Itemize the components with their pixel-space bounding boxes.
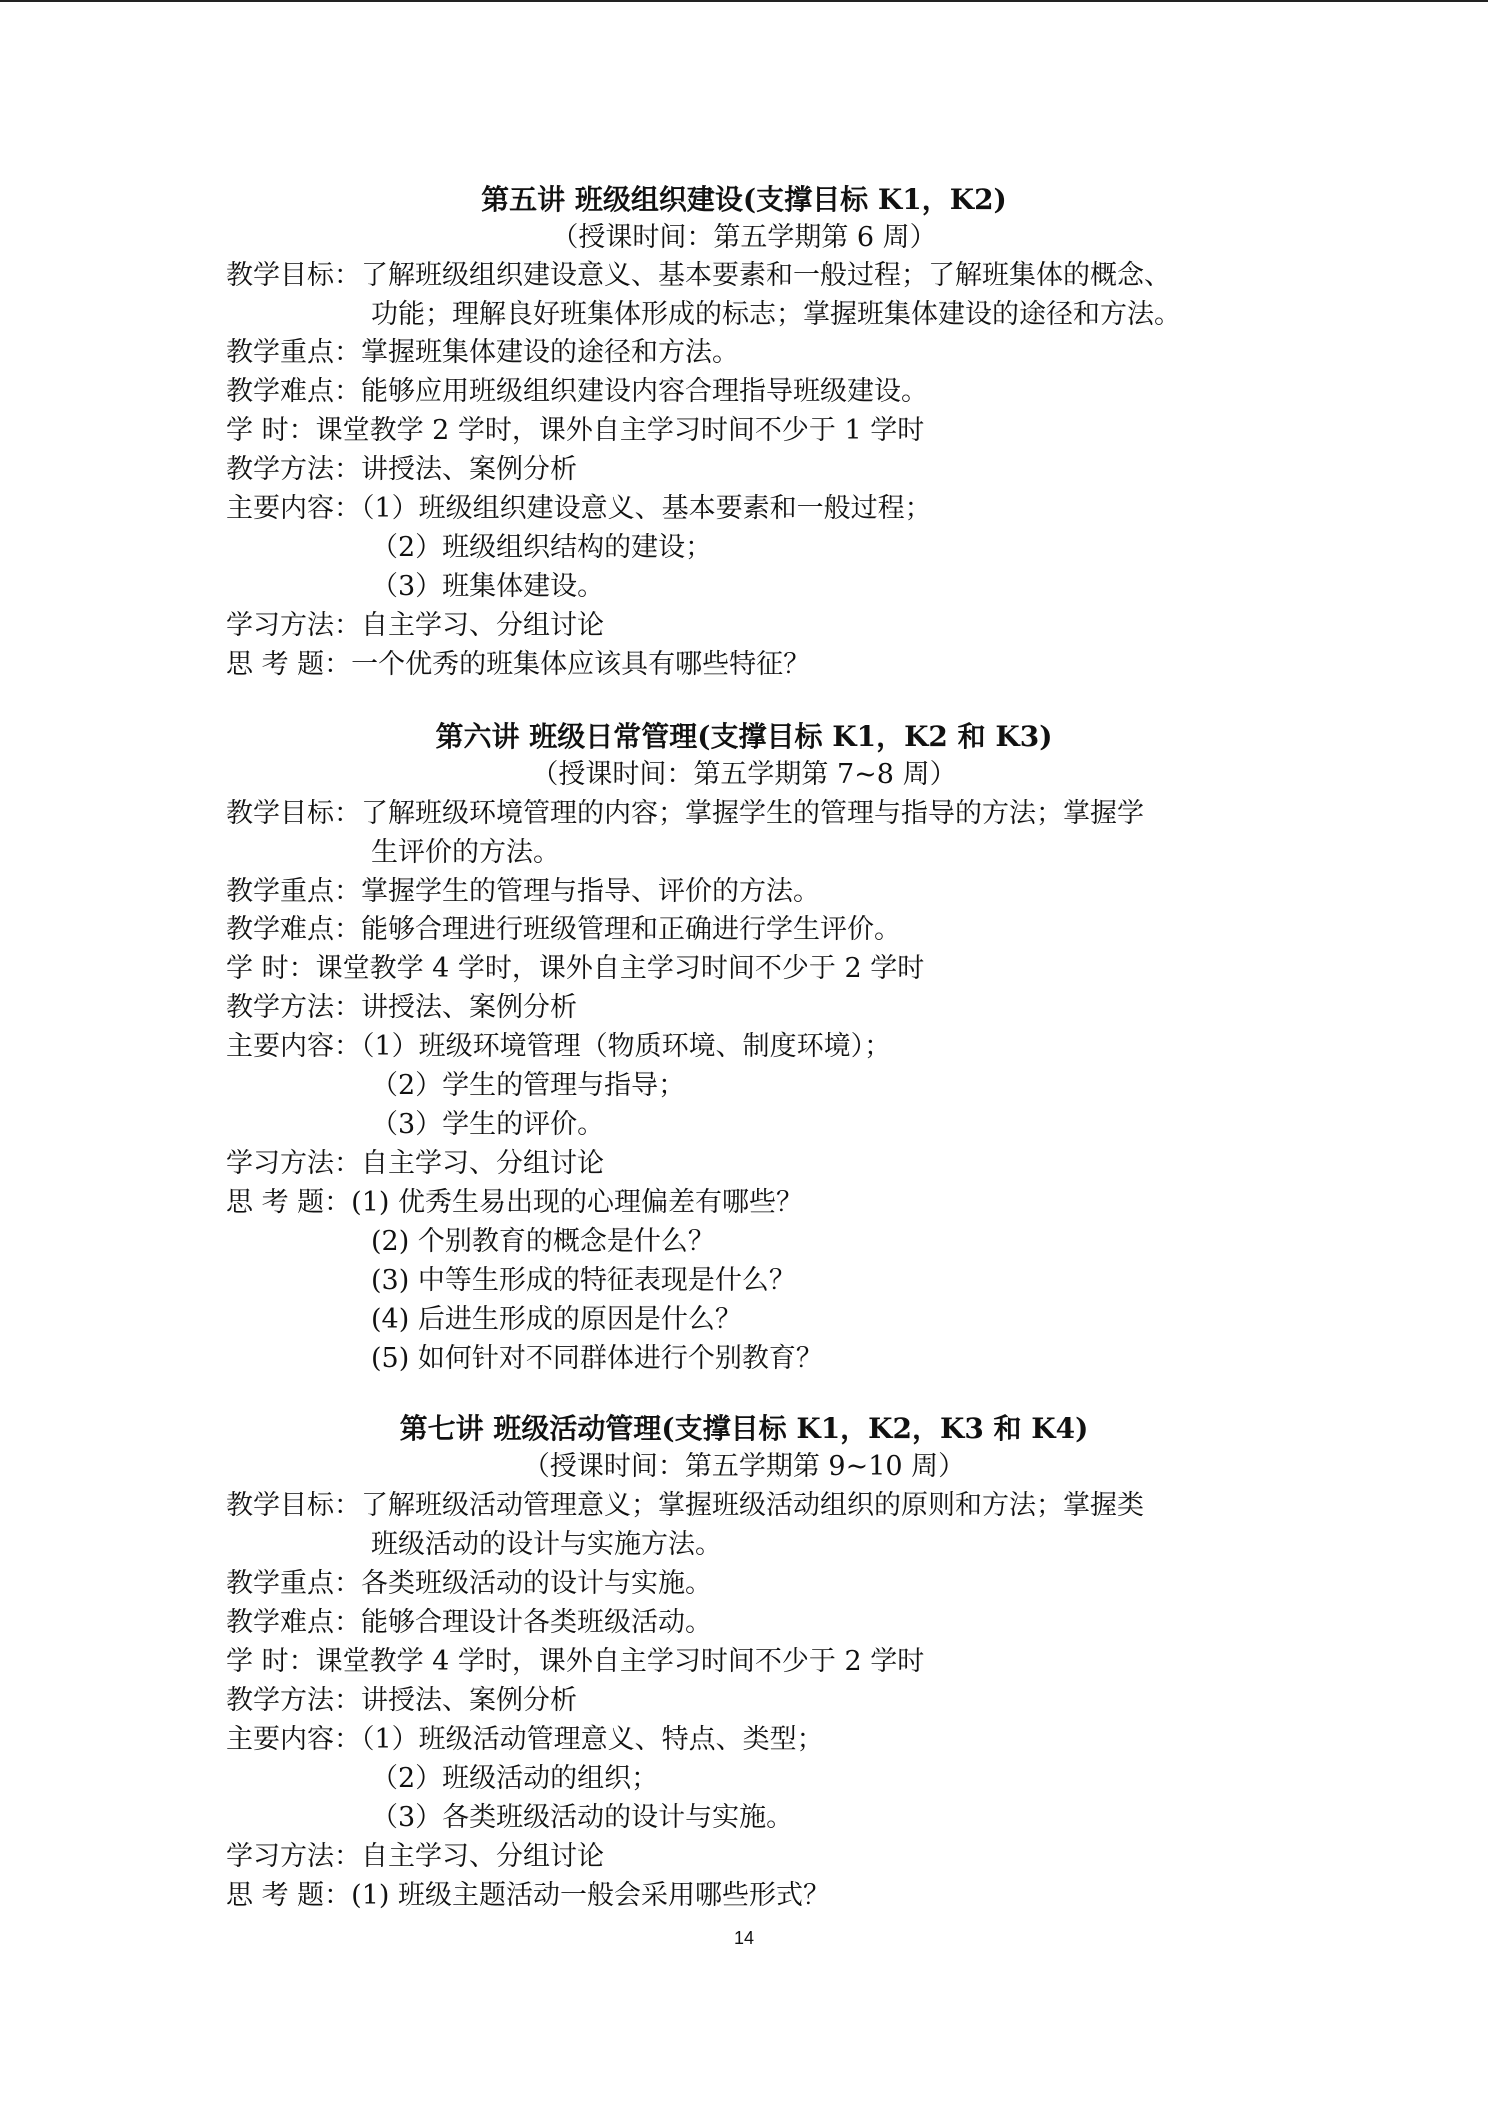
question-item: (1) 优秀生易出现的心理偏差有哪些？ xyxy=(351,1187,803,1218)
content-label: 主要内容： xyxy=(226,1724,361,1755)
lecture-7-goal-cont: 班级活动的设计与实施方法。 xyxy=(371,1529,722,1560)
lecture-5-study: 学习方法：自主学习、分组讨论 xyxy=(226,610,604,641)
lecture-6-schedule: （授课时间：第五学期第 7~8 周） xyxy=(531,759,957,790)
lecture-7-focus: 教学重点：各类班级活动的设计与实施。 xyxy=(226,1568,712,1599)
lecture-6-question-2: (2) 个别教育的概念是什么？ xyxy=(371,1226,715,1257)
lecture-6-content xyxy=(226,1028,891,1066)
lecture-5-title: 第五讲 班级组织建设(支撑目标 K1，K2) xyxy=(481,183,1007,216)
lecture-5-goal-cont: 功能；理解良好班集体形成的标志；掌握班集体建设的途径和方法。 xyxy=(371,299,1181,330)
lecture-5-hours: 学 时：课堂教学 2 学时，课外自主学习时间不少于 1 学时 xyxy=(226,415,925,446)
goal-label: 教学目标： xyxy=(226,798,361,829)
lecture-7-title: 第七讲 班级活动管理(支撑目标 K1，K2，K3 和 K4) xyxy=(399,1412,1089,1445)
lecture-7-content-item-2: （2）班级活动的组织； xyxy=(371,1763,659,1794)
question-item: (1) 班级主题活动一般会采用哪些形式？ xyxy=(351,1880,830,1911)
goal-label: 教学目标： xyxy=(226,1490,361,1521)
lecture-7-content xyxy=(226,1721,824,1759)
questions-label: 思 考 题： xyxy=(226,1187,352,1218)
lecture-6-question-4: (4) 后进生形成的原因是什么？ xyxy=(371,1304,742,1335)
lecture-7-questions xyxy=(226,1877,830,1915)
lecture-6-study: 学习方法：自主学习、分组讨论 xyxy=(226,1148,604,1179)
lecture-7-content-item-3: （3）各类班级活动的设计与实施。 xyxy=(371,1802,794,1833)
lecture-5-difficulty: 教学难点：能够应用班级组织建设内容合理指导班级建设。 xyxy=(226,376,928,407)
lecture-6-content-item-3: （3）学生的评价。 xyxy=(371,1109,605,1140)
lecture-5-goal xyxy=(226,257,1171,295)
lecture-5-schedule: （授课时间：第五学期第 6 周） xyxy=(551,222,937,253)
question-item: 一个优秀的班集体应该具有哪些特征？ xyxy=(351,649,811,680)
content-item: （1）班级组织建设意义、基本要素和一般过程； xyxy=(361,493,932,524)
lecture-7-schedule: （授课时间：第五学期第 9~10 周） xyxy=(522,1451,966,1482)
lecture-6-question-3: (3) 中等生形成的特征表现是什么？ xyxy=(371,1265,796,1296)
lecture-5-focus: 教学重点：掌握班集体建设的途径和方法。 xyxy=(226,337,739,368)
lecture-5-content xyxy=(226,490,932,528)
goal-text: 了解班级环境管理的内容；掌握学生的管理与指导的方法；掌握学 xyxy=(361,798,1144,829)
lecture-6-questions xyxy=(226,1184,803,1222)
lecture-5-content-item-3: （3）班集体建设。 xyxy=(371,571,605,602)
lecture-7-study: 学习方法：自主学习、分组讨论 xyxy=(226,1841,604,1872)
lecture-6-title: 第六讲 班级日常管理(支撑目标 K1，K2 和 K3) xyxy=(435,720,1053,753)
questions-label: 思 考 题： xyxy=(226,1880,352,1911)
lecture-6-question-5: (5) 如何针对不同群体进行个别教育？ xyxy=(371,1343,823,1374)
lecture-7-goal xyxy=(226,1487,1144,1525)
lecture-7-method: 教学方法：讲授法、案例分析 xyxy=(226,1685,577,1716)
content-item: （1）班级环境管理（物质环境、制度环境）； xyxy=(361,1031,892,1062)
content-item: （1）班级活动管理意义、特点、类型； xyxy=(361,1724,824,1755)
lecture-5-questions xyxy=(226,646,810,684)
lecture-5-method: 教学方法：讲授法、案例分析 xyxy=(226,454,577,485)
lecture-6-method: 教学方法：讲授法、案例分析 xyxy=(226,992,577,1023)
lecture-7-hours: 学 时：课堂教学 4 学时，课外自主学习时间不少于 2 学时 xyxy=(226,1646,925,1677)
lecture-7-difficulty: 教学难点：能够合理设计各类班级活动。 xyxy=(226,1607,712,1638)
lecture-6-content-item-2: （2）学生的管理与指导； xyxy=(371,1070,686,1101)
lecture-6-goal-cont: 生评价的方法。 xyxy=(371,837,560,868)
lecture-6-focus: 教学重点：掌握学生的管理与指导、评价的方法。 xyxy=(226,876,820,907)
goal-label: 教学目标： xyxy=(226,260,361,291)
lecture-6-difficulty: 教学难点：能够合理进行班级管理和正确进行学生评价。 xyxy=(226,914,901,945)
content-label: 主要内容： xyxy=(226,493,361,524)
goal-text: 了解班级活动管理意义；掌握班级活动组织的原则和方法；掌握类 xyxy=(361,1490,1144,1521)
lecture-6-goal xyxy=(226,795,1144,833)
goal-text: 了解班级组织建设意义、基本要素和一般过程；了解班集体的概念、 xyxy=(361,260,1171,291)
lecture-6-hours: 学 时：课堂教学 4 学时，课外自主学习时间不少于 2 学时 xyxy=(226,953,925,984)
content-label: 主要内容： xyxy=(226,1031,361,1062)
page-number: 14 xyxy=(733,1928,755,1948)
questions-label: 思 考 题： xyxy=(226,649,352,680)
lecture-5-content-item-2: （2）班级组织结构的建设； xyxy=(371,532,713,563)
